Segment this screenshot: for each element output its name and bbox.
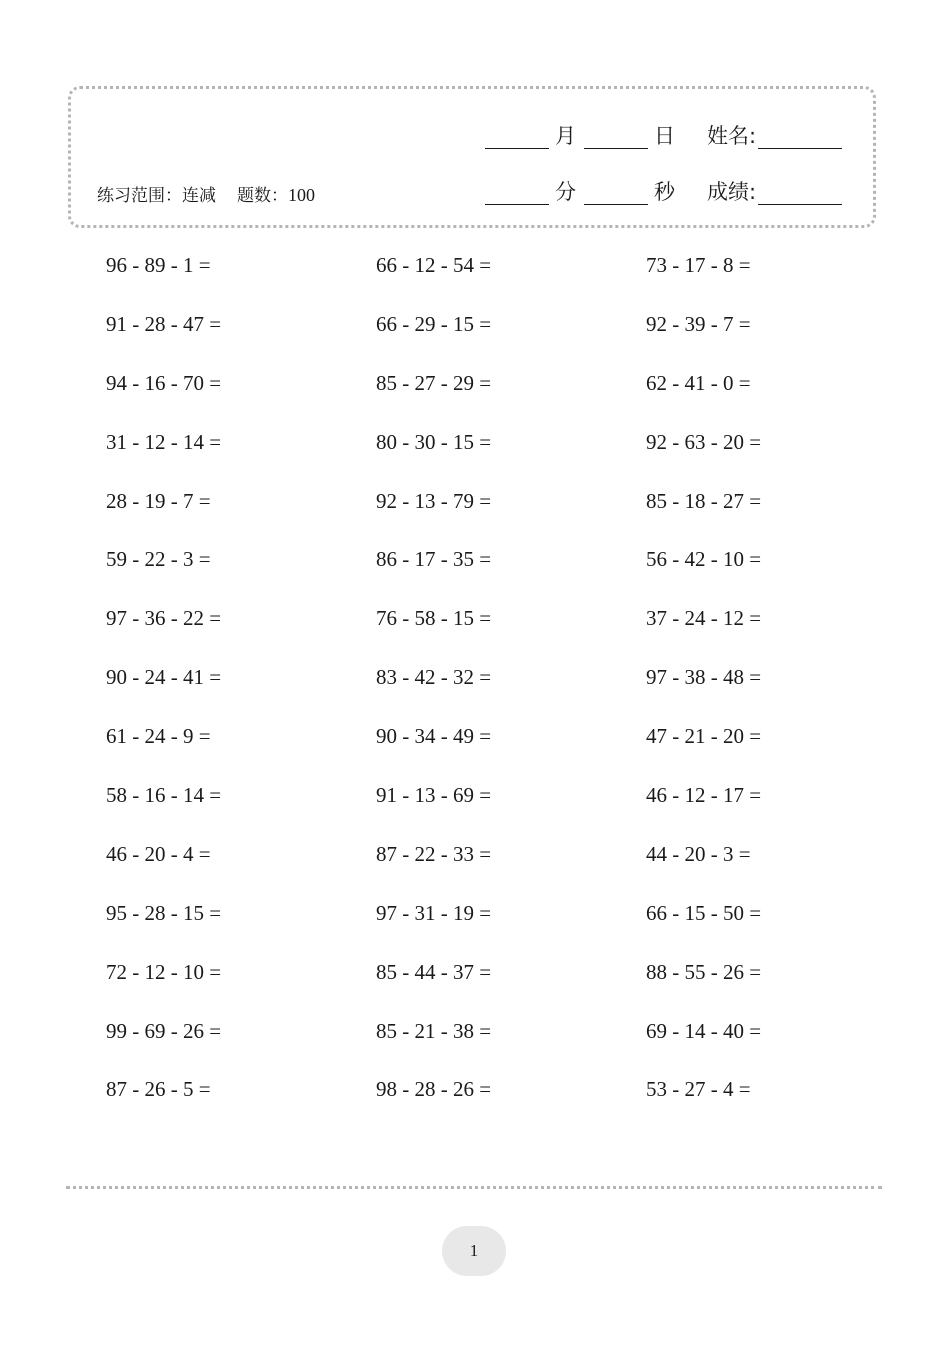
range-label: 练习范围：连减 — [97, 186, 216, 206]
math-problem: 72 - 12 - 10 = — [106, 959, 222, 984]
math-problem: 61 - 24 - 9 = — [106, 724, 211, 749]
math-problem: 90 - 34 - 49 = — [376, 724, 492, 749]
math-problem: 46 - 12 - 17 = — [646, 783, 762, 808]
name-blank[interactable] — [758, 126, 842, 149]
math-problem: 73 - 17 - 8 = — [646, 253, 751, 277]
math-problem: 97 - 36 - 22 = — [106, 606, 222, 631]
time-score-row — [485, 175, 842, 205]
math-problem: 37 - 24 - 12 = — [646, 606, 762, 631]
month-blank[interactable] — [485, 126, 549, 149]
math-problem: 53 - 27 - 4 = — [646, 1077, 751, 1102]
score-label: 成绩: — [707, 180, 757, 204]
count-value: 100 — [288, 185, 315, 205]
math-problem: 95 - 28 - 15 = — [106, 900, 222, 925]
worksheet-header — [68, 86, 876, 228]
math-problem: 83 - 42 - 32 = — [376, 665, 492, 690]
day-label: 日 — [654, 124, 675, 148]
name-label: 姓名: — [707, 124, 757, 148]
math-problem: 92 - 39 - 7 = — [646, 311, 751, 336]
math-problem: 31 - 12 - 14 = — [106, 429, 222, 454]
second-label: 秒 — [654, 180, 675, 204]
day-blank[interactable] — [584, 126, 648, 149]
math-problem: 46 - 20 - 4 = — [106, 841, 211, 866]
practice-range — [97, 181, 315, 206]
math-problem: 66 - 12 - 54 = — [376, 253, 492, 277]
math-problem: 80 - 30 - 15 = — [376, 429, 492, 454]
month-label: 月 — [555, 124, 576, 148]
math-problem: 85 - 18 - 27 = — [646, 488, 762, 513]
math-problem: 97 - 38 - 48 = — [646, 665, 762, 690]
minute-label: 分 — [555, 180, 576, 204]
math-problem: 96 - 89 - 1 = — [106, 253, 211, 277]
math-problem: 87 - 22 - 33 = — [376, 841, 492, 866]
math-problem: 91 - 13 - 69 = — [376, 783, 492, 808]
math-problem: 97 - 31 - 19 = — [376, 900, 492, 925]
count-label: 题数： — [237, 186, 288, 206]
math-problem: 47 - 21 - 20 = — [646, 724, 762, 749]
math-problem: 85 - 44 - 37 = — [376, 959, 492, 984]
math-problem: 98 - 28 - 26 = — [376, 1077, 492, 1102]
math-problem: 85 - 21 - 38 = — [376, 1018, 492, 1043]
minute-blank[interactable] — [485, 182, 549, 205]
math-problem: 99 - 69 - 26 = — [106, 1018, 222, 1043]
math-problem: 76 - 58 - 15 = — [376, 606, 492, 631]
math-problem: 69 - 14 - 40 = — [646, 1018, 762, 1043]
math-problem: 92 - 13 - 79 = — [376, 488, 492, 513]
math-problem: 88 - 55 - 26 = — [646, 959, 762, 984]
math-problem: 91 - 28 - 47 = — [106, 311, 222, 336]
math-problem: 58 - 16 - 14 = — [106, 783, 222, 808]
math-problem: 28 - 19 - 7 = — [106, 488, 211, 513]
math-problem: 44 - 20 - 3 = — [646, 841, 751, 866]
footer-divider — [66, 1186, 882, 1189]
math-problem: 85 - 27 - 29 = — [376, 370, 492, 395]
math-problem: 66 - 29 - 15 = — [376, 311, 492, 336]
math-problem: 59 - 22 - 3 = — [106, 547, 211, 572]
math-problem: 92 - 63 - 20 = — [646, 429, 762, 454]
math-problem: 66 - 15 - 50 = — [646, 900, 762, 925]
math-problem: 90 - 24 - 41 = — [106, 665, 222, 690]
math-problem: 62 - 41 - 0 = — [646, 370, 751, 395]
math-problem: 86 - 17 - 35 = — [376, 547, 492, 572]
score-blank[interactable] — [758, 182, 842, 205]
problem-grid — [106, 251, 866, 1134]
date-name-row — [485, 119, 842, 149]
math-problem: 87 - 26 - 5 = — [106, 1077, 211, 1102]
math-problem: 56 - 42 - 10 = — [646, 547, 762, 572]
page-number: 1 — [442, 1226, 506, 1276]
second-blank[interactable] — [584, 182, 648, 205]
math-problem: 94 - 16 - 70 = — [106, 370, 222, 395]
